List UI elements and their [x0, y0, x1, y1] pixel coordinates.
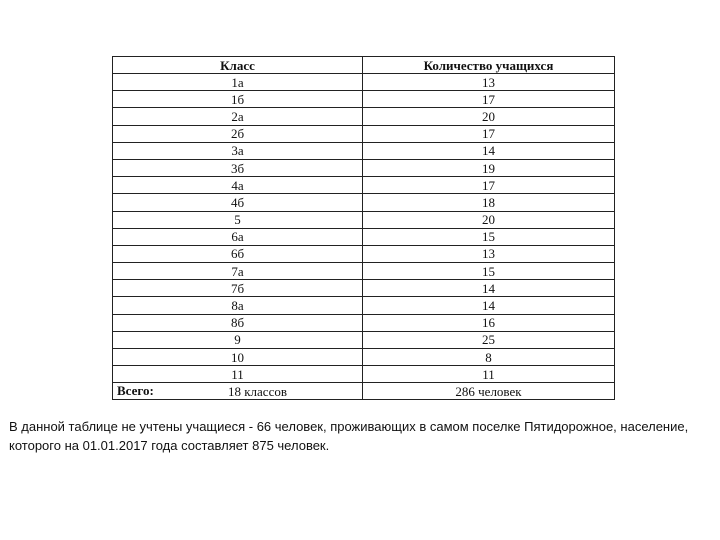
student-count-cell: 14	[363, 280, 615, 297]
table-body	[113, 74, 615, 383]
student-count-table	[112, 56, 615, 400]
table-row	[113, 297, 615, 314]
student-count-cell: 25	[363, 331, 615, 348]
class-name-cell: 1б	[113, 91, 363, 108]
class-name-cell: 11	[113, 366, 363, 383]
student-count-cell: 11	[363, 366, 615, 383]
class-name-cell: 2а	[113, 108, 363, 125]
caption-text: В данной таблице не учтены учащиеся - 66 человек, проживающих в самом поселке Пятидорожное, население, которого на 01.01.2017 года составляет 875 человек.	[9, 419, 689, 453]
class-name-cell: 3а	[113, 142, 363, 159]
class-name-cell: 5	[113, 211, 363, 228]
student-count-cell: 20	[363, 211, 615, 228]
student-count-cell: 13	[363, 74, 615, 91]
table-row	[113, 142, 615, 159]
class-name-cell: 1а	[113, 74, 363, 91]
class-name-cell: 4б	[113, 194, 363, 211]
student-count-cell: 18	[363, 194, 615, 211]
student-count-cell: 15	[363, 228, 615, 245]
student-count-cell: 8	[363, 349, 615, 366]
student-count-cell: 19	[363, 159, 615, 176]
class-name-cell: 7а	[113, 263, 363, 280]
table-row	[113, 366, 615, 383]
student-count-cell: 15	[363, 263, 615, 280]
table-row	[113, 349, 615, 366]
table-row	[113, 263, 615, 280]
student-count-cell: 17	[363, 91, 615, 108]
student-count-cell: 14	[363, 297, 615, 314]
student-count-cell: 17	[363, 177, 615, 194]
class-name-cell: 6б	[113, 245, 363, 262]
table-total-row	[113, 383, 615, 400]
header-class: Класс	[113, 57, 363, 74]
table-row	[113, 91, 615, 108]
table-row	[113, 331, 615, 348]
class-name-cell: 6а	[113, 228, 363, 245]
class-name-cell: 10	[113, 349, 363, 366]
table-row	[113, 194, 615, 211]
table-header-row	[113, 57, 615, 74]
table-row	[113, 108, 615, 125]
table-row	[113, 280, 615, 297]
total-classes-cell	[113, 383, 363, 400]
student-count-cell: 13	[363, 245, 615, 262]
class-name-cell: 3б	[113, 159, 363, 176]
student-count-cell: 17	[363, 125, 615, 142]
table-row	[113, 159, 615, 176]
table-row	[113, 314, 615, 331]
header-student-count: Количество учащихся	[363, 57, 615, 74]
class-name-cell: 7б	[113, 280, 363, 297]
class-name-cell: 4а	[113, 177, 363, 194]
table-row	[113, 125, 615, 142]
class-name-cell: 2б	[113, 125, 363, 142]
class-name-cell: 9	[113, 331, 363, 348]
total-label: Всего:	[117, 383, 154, 399]
total-students: 286 человек	[363, 383, 615, 400]
student-count-cell: 16	[363, 314, 615, 331]
class-name-cell: 8б	[113, 314, 363, 331]
table-row	[113, 74, 615, 91]
student-count-cell: 14	[363, 142, 615, 159]
table-row	[113, 177, 615, 194]
total-classes: 18 классов	[227, 383, 287, 399]
class-name-cell: 8а	[113, 297, 363, 314]
table-row	[113, 228, 615, 245]
student-count-cell: 20	[363, 108, 615, 125]
student-count-table-container	[112, 56, 614, 400]
table-row	[113, 211, 615, 228]
table-row	[113, 245, 615, 262]
